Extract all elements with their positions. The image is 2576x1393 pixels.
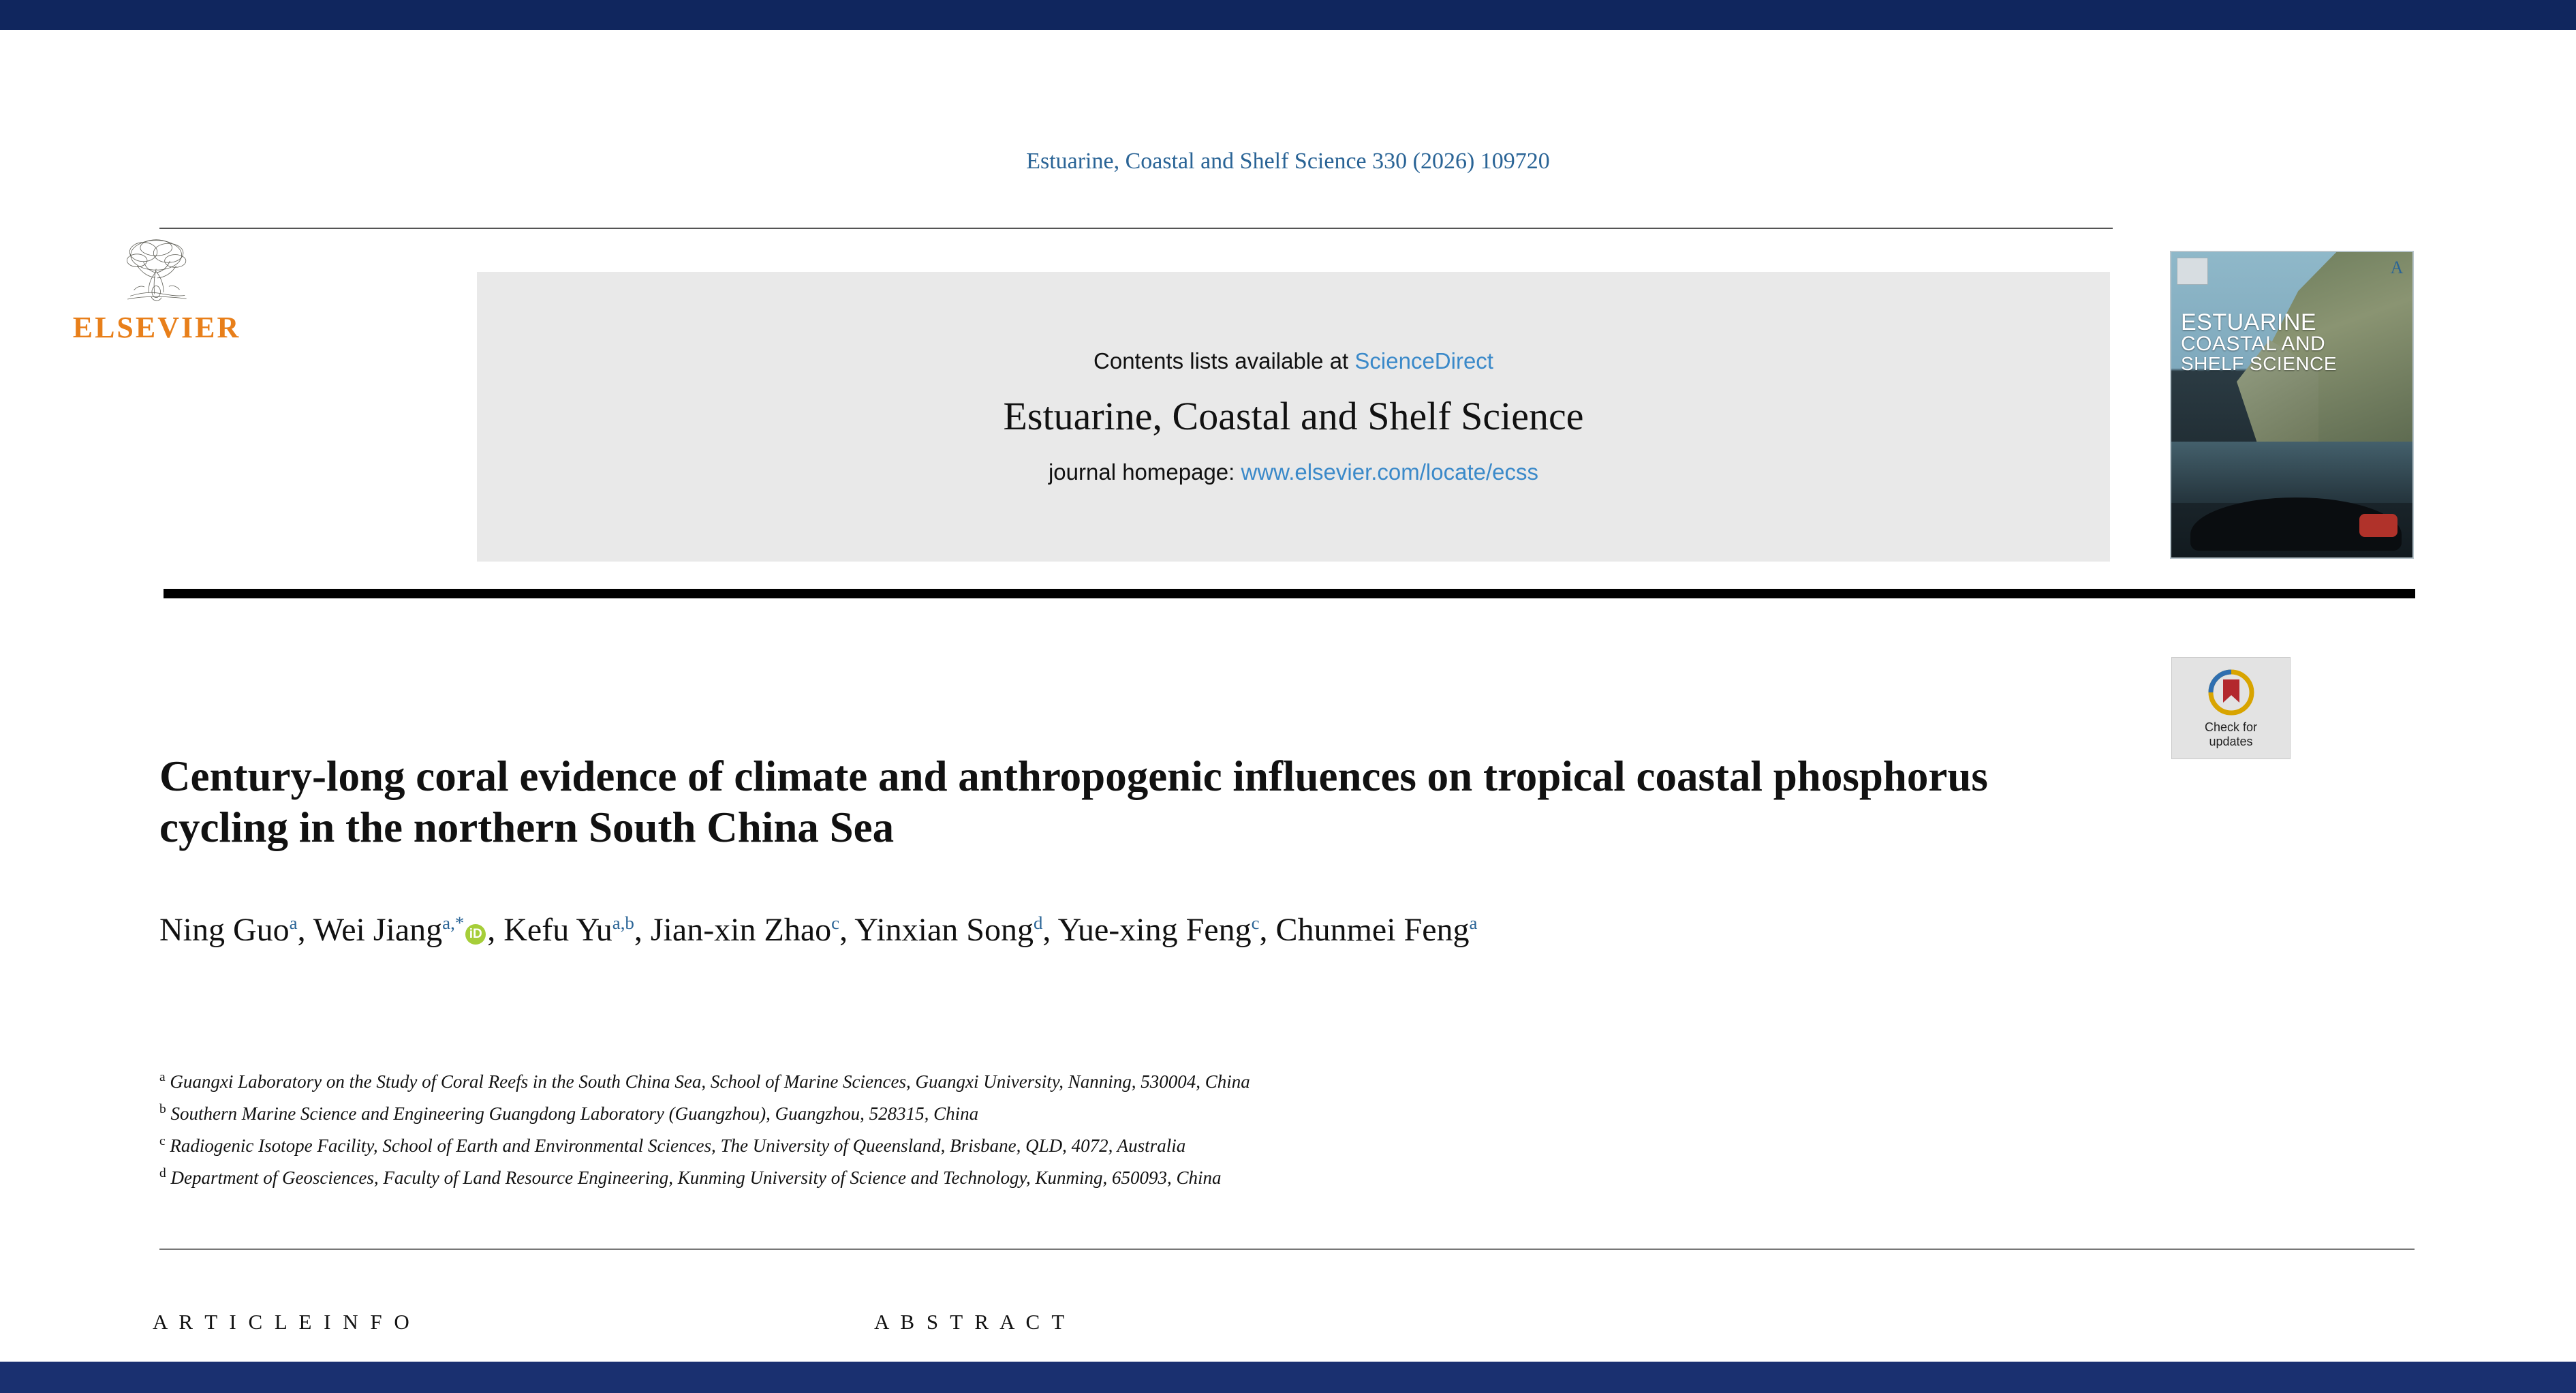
article-info-heading: A R T I C L E I N F O	[153, 1310, 413, 1334]
author-separator: ,	[487, 912, 504, 948]
crossmark-icon	[2206, 667, 2256, 718]
author-affiliation-mark: c	[1251, 913, 1260, 933]
homepage-line	[1049, 459, 1538, 485]
author-affiliation-mark: a	[289, 913, 298, 933]
author-name: Yue-xing Feng	[1057, 912, 1252, 948]
author-item[interactable]	[503, 912, 634, 948]
affiliation-item	[159, 1130, 2203, 1162]
running-head: Estuarine, Coastal and Shelf Science 330 (2026) 109720	[1026, 149, 1550, 174]
contents-line	[1093, 348, 1493, 374]
abstract-heading: A B S T R A C T	[874, 1310, 1068, 1334]
journal-homepage-link[interactable]: www.elsevier.com/locate/ecss	[1241, 459, 1539, 485]
crossmark-badge[interactable]	[2171, 657, 2291, 759]
masthead-top-rule	[159, 228, 2113, 229]
author-affiliation-mark: a	[1469, 913, 1478, 933]
cover-corner-mark: A	[2390, 258, 2404, 277]
crossmark-label-line-2: updates	[2209, 735, 2253, 748]
author-affiliation-mark: a,b	[612, 913, 634, 933]
sciencedirect-link[interactable]: ScienceDirect	[1354, 348, 1493, 373]
author-name: Jian-xin Zhao	[650, 912, 832, 948]
cover-boat-accent	[2359, 514, 2397, 537]
cover-title-line-1: ESTUARINE	[2181, 309, 2317, 335]
cover-title-line-2: COASTAL AND	[2181, 333, 2326, 355]
affiliation-text: Guangxi Laboratory on the Study of Coral Reefs in the South China Sea, School of Marine Sciences, Guangxi University, Nanning, 530004, China	[170, 1071, 1250, 1092]
author-separator: ,	[634, 912, 651, 948]
author-item[interactable]	[159, 912, 298, 948]
affiliation-mark: b	[159, 1101, 166, 1116]
contents-prefix: Contents lists available at	[1093, 348, 1349, 373]
affiliation-list	[159, 1066, 2203, 1194]
top-window-bar	[0, 0, 2576, 30]
cover-logo-badge-icon	[2177, 258, 2208, 285]
author-item[interactable]	[854, 912, 1042, 948]
affiliation-item	[159, 1162, 2203, 1194]
affiliation-text: Department of Geosciences, Faculty of Land Resource Engineering, Kunming University of Science and Technology, Kunming, 650093, China	[170, 1167, 1222, 1188]
elsevier-wordmark: ELSEVIER	[72, 311, 241, 344]
author-name: Ning Guo	[159, 912, 290, 948]
elsevier-logo	[0, 234, 313, 345]
cover-title-line-3: SHELF SCIENCE	[2181, 353, 2337, 374]
author-list	[159, 909, 2135, 951]
author-name: Wei Jiang	[313, 912, 443, 948]
journal-cover-thumbnail	[2170, 251, 2414, 559]
author-separator: ,	[1259, 912, 1276, 948]
crossmark-label-line-1: Check for	[2204, 720, 2258, 735]
author-name: Kefu Yu	[503, 912, 612, 948]
article-title: Century-long coral evidence of climate and anthropogenic influences on tropical coastal phosphorus cycling in the northern South China Sea	[159, 752, 1988, 851]
orcid-icon[interactable]: iD	[465, 924, 486, 945]
cover-title-text	[2181, 311, 2337, 373]
homepage-prefix: journal homepage:	[1048, 459, 1235, 485]
author-affiliation-mark: a,*	[442, 913, 465, 933]
author-separator: ,	[839, 912, 855, 948]
affiliation-mark: c	[159, 1133, 166, 1148]
author-item[interactable]	[1276, 912, 1478, 948]
bottom-window-bar	[0, 1362, 2576, 1393]
journal-masthead-band	[477, 272, 2110, 562]
author-separator: ,	[297, 912, 313, 948]
author-item[interactable]	[313, 912, 465, 948]
cover-sea-shape	[2171, 442, 2412, 503]
affiliation-text: Southern Marine Science and Engineering Guangdong Laboratory (Guangzhou), Guangzhou, 528315, China	[170, 1103, 979, 1124]
masthead-bottom-rule	[164, 589, 2415, 598]
affiliation-text: Radiogenic Isotope Facility, School of Earth and Environmental Sciences, The University of Queensland, Brisbane, QLD, 4072, Australia	[170, 1135, 1186, 1156]
author-item[interactable]	[1058, 912, 1260, 948]
author-name: Yinxian Song	[854, 912, 1034, 948]
affiliation-mark: a	[159, 1070, 166, 1084]
author-affiliation-mark: d	[1033, 913, 1043, 933]
pdf-page	[0, 30, 2576, 1362]
affiliation-item	[159, 1098, 2203, 1130]
affiliation-mark: d	[159, 1165, 166, 1180]
abstract-section-rule	[159, 1249, 2415, 1250]
elsevier-tree-icon	[41, 234, 273, 309]
affiliation-item	[159, 1066, 2203, 1098]
author-affiliation-mark: c	[831, 913, 840, 933]
journal-title: Estuarine, Coastal and Shelf Science	[1003, 394, 1584, 438]
crossmark-label	[2205, 720, 2257, 748]
author-item[interactable]	[651, 912, 839, 948]
author-separator: ,	[1042, 912, 1058, 948]
author-name: Chunmei Feng	[1275, 912, 1470, 948]
